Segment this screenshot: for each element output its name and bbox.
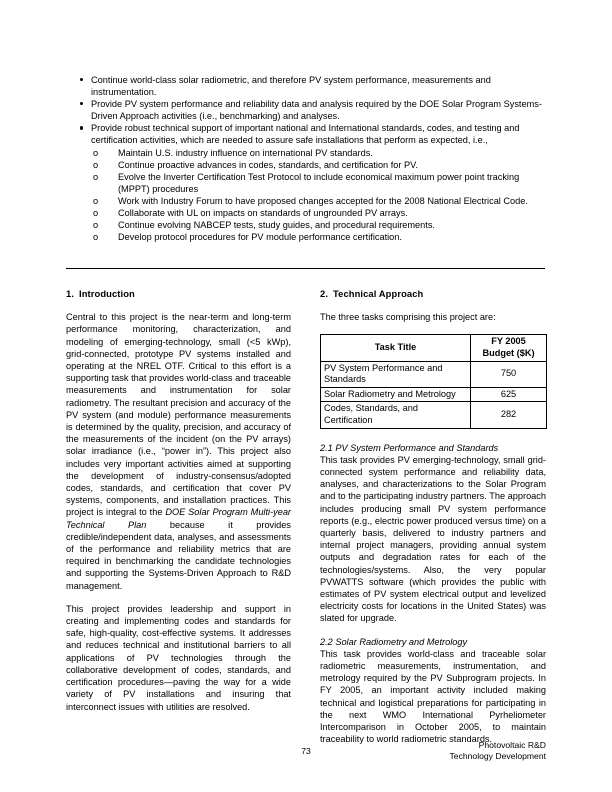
list-item-text: Provide PV system performance and reliability data and analysis required by the DOE Solar Program Systems-Driven Approach activities (i.e., benchmarking) and analyses. [91, 99, 542, 122]
subsection-body-2-1: This task provides PV emerging-technology, small grid-connected system performance and reliability data, analyses, and characterizations to the Solar Program and to the participating industry partners. The approach includes producing small PV system performance reports (e.g., electric power produced versus time) on a quarterly basis, delivered to industry partners and internal project managers, providing annual system outputs and degradation rates for each of the technologies/systems. Also, the very popular PVWATTS software (which provides the public with estimates of PV system electrical output and levelized electricity costs for locations in the United States) was slated for upgrade. [320, 454, 546, 624]
sub-list-item-text: Continue proactive advances in codes, standards, and certification for PV. [118, 159, 418, 170]
left-column [66, 288, 291, 713]
tasks-lead-text: The three tasks comprising this project are: [320, 312, 496, 323]
cell-budget: 625 [471, 387, 547, 402]
section-title: Introduction [79, 288, 135, 299]
sub-list-item [66, 219, 546, 231]
table-row [321, 402, 547, 428]
plan-title-italic: DOE Solar Program Multi-year Technical Plan [66, 507, 291, 530]
list-item [66, 98, 546, 122]
subsection-body-2-2: This task provides world-class and traceable solar radiometric measurements, instrumentation, and metrology required by the PV Subprogram projects. In FY 2005, an important activity included making technical and logistical preparations for participating in the next WMO International Pyrheliometer Intercomparison in October 2005, to maintain traceability to world radiometric standards. [320, 648, 546, 745]
bullet-circle-icon: o [93, 232, 99, 243]
intro-paragraph-1 [66, 311, 291, 592]
table-row [321, 387, 547, 402]
list-item-text: Continue world-class solar radiometric, and therefore PV system performance, measurements and instrumentation. [91, 75, 491, 98]
sub-list-item [66, 207, 546, 219]
sub-list-item [66, 159, 546, 171]
bullet-circle-icon: o [93, 171, 99, 182]
subsection-heading-2-2: 2.2 Solar Radiometry and Metrology [320, 636, 468, 647]
bullet-disc-icon [66, 98, 91, 110]
budget-table [320, 334, 547, 428]
section-number: 2. [320, 288, 329, 299]
sub-list-item-text: Evolve the Inverter Certification Test Protocol to include economical maximum power point tracking (MPPT) procedures [118, 171, 520, 194]
sub-list-item-text: Collaborate with UL on impacts on standards of ungrounded PV arrays. [118, 208, 408, 219]
sub-list-item-text: Continue evolving NABCEP tests, study guides, and procedural requirements. [118, 220, 435, 231]
intro-paragraph-2: This project provides leadership and support in creating and implementing codes and standards for safe, high-quality, cost-effective systems. It addresses and reduces technical and institutional barriers to all applications of PV technologies through the collaborative development of codes, standards, and certification procedures—paving the way for a wide variety of PV installations and insuring that interconnect issues with utilities are resolved. [66, 603, 291, 712]
section-number: 1. [66, 288, 75, 299]
bullet-disc-icon [66, 122, 91, 134]
cell-task-title: Codes, Standards, and Certification [321, 402, 471, 428]
sub-list-item [66, 231, 546, 243]
bullet-circle-icon: o [93, 220, 99, 231]
footer-imprint [450, 740, 547, 763]
list-item-text: Provide robust technical support of important national and International standards, codes, and testing and certification activities, which are needed to assure safe installations that perform as expected, i.e., [91, 123, 520, 146]
list-item [66, 122, 546, 146]
bullet-disc-icon [66, 74, 91, 86]
table-row [321, 361, 547, 387]
sub-list-item-text: Maintain U.S. industry influence on international PV standards. [118, 147, 373, 158]
objectives-bullet-list [66, 74, 546, 243]
sub-list-item-text: Develop protocol procedures for PV module performance certification. [118, 232, 402, 243]
sub-list-item [66, 147, 546, 159]
section-heading-technical-approach [320, 288, 546, 300]
column-header-task-title: Task Title [321, 335, 471, 361]
bullet-circle-icon: o [93, 195, 99, 206]
footer-imprint-line1: Photovoltaic R&D [478, 740, 546, 750]
bullet-circle-icon: o [93, 208, 99, 219]
cell-task-title: Solar Radiometry and Metrology [321, 387, 471, 402]
section-title: Technical Approach [333, 288, 424, 299]
cell-budget: 750 [471, 361, 547, 387]
footer-imprint-line2: Technology Development [449, 751, 546, 762]
intro-paragraph-1-part2: because it provides credible/independent data, analyses, and assessments of the performance and reliability metrics that are required in benchmarking the candidate technologies and supporting the Systems-Driven Approach to R&D management. [66, 519, 291, 591]
bullet-circle-icon: o [93, 147, 99, 158]
right-column [320, 288, 546, 745]
sub-list-item [66, 195, 546, 207]
intro-paragraph-1-part1: Central to this project is the near-term and long-term performance monitoring, characterization, and modeling of emerging-technology, small (<5 kWp), grid-connected, prototype PV systems installed and operating at the NREL OTF. Critical to this effort is a supporting task that provides world-class and traceable measurements and instrumentation for solar radiometry. The resultant precision and accuracy of the PV system (and module) performance measurements is determined by the quality, precision, and accuracy of the measurements of the incident (on the PV arrays) solar irradiance (i.e., “power in”). This project also includes very important activities aimed at supporting the development of industry-consensus/adopted codes, standards, and certification that cover PV systems, components, and installation practices. This project is integral to the [66, 312, 291, 518]
subsection-heading-2-1: 2.1 PV System Performance and Standards [320, 442, 499, 453]
table-header-row [321, 335, 547, 361]
column-header-budget-line2: Budget ($K) [482, 348, 535, 358]
cell-budget: 282 [471, 402, 547, 428]
section-divider [66, 268, 545, 269]
sub-list-item [66, 171, 546, 195]
sub-list-item-text: Work with Industry Forum to have proposed changes accepted for the 2008 National Electrical Code. [118, 195, 528, 206]
cell-task-title: PV System Performance and Standards [321, 361, 471, 387]
column-header-budget [471, 335, 547, 361]
bullet-circle-icon: o [93, 159, 99, 170]
section-heading-introduction [66, 288, 291, 300]
column-header-budget-line1: FY 2005 [491, 336, 526, 347]
page-number: 73 [301, 746, 311, 756]
list-item [66, 74, 546, 98]
